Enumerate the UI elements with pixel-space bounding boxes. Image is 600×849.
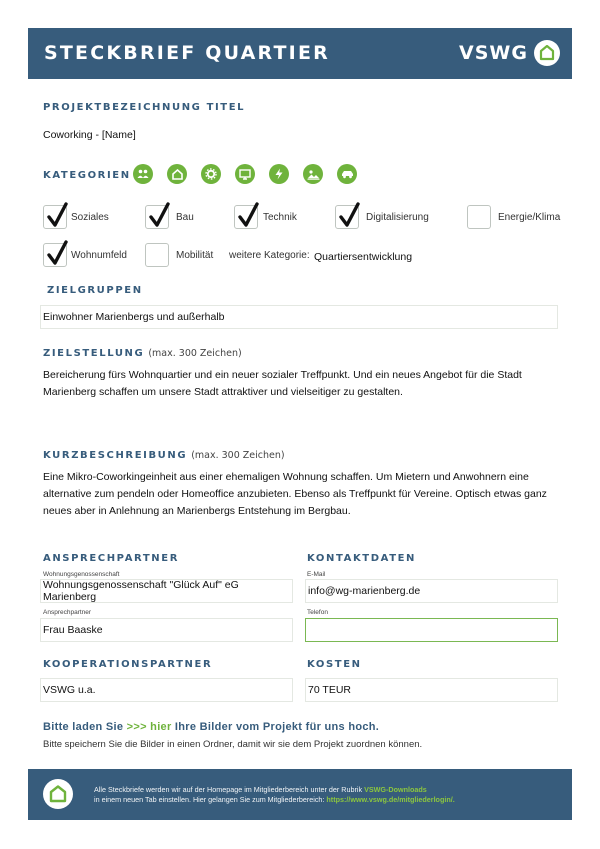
kurzbeschreibung-text[interactable]: Eine Mikro-Coworkingeinheit aus einer ehemaligen Wohnung schaffen. Um Mietern und Anwohnern eine alternative zum pendeln oder Homeoffice anzubieten. Ebenso als Treffpunkt für Vereine. Optisch etwas ganz neues aber in Anlehnung an Marienbergs Entstehung im Bergbau.: [43, 471, 547, 517]
landscape-icon: [303, 164, 323, 184]
gear-icon: [201, 164, 221, 184]
kosten-input[interactable]: [305, 678, 558, 702]
brand-name: VSWG: [459, 42, 528, 64]
checkbox-technik[interactable]: [234, 205, 258, 229]
kooperation-label: KOOPERATIONSPARTNER: [43, 659, 213, 670]
upload-link[interactable]: >>> hier: [126, 721, 172, 733]
org-field-label: Wohnungsgenossenschaft: [43, 571, 120, 578]
footer-logo-icon: [43, 779, 73, 809]
checkbox-digitalisierung[interactable]: [335, 205, 359, 229]
checkbox-label-mobilitaet: Mobilität: [176, 250, 214, 261]
phone-input[interactable]: [305, 618, 558, 642]
upload-post: Ihre Bilder vom Projekt für uns hoch.: [171, 721, 380, 733]
person-value: Frau Baaske: [43, 624, 103, 636]
footer-line2: in einem neuen Tab einstellen. Hier gelangen Sie zum Mitgliederbereich:: [94, 795, 327, 804]
weitere-kategorie-label: weitere Kategorie:: [229, 250, 310, 261]
upload-instruction: [43, 721, 379, 733]
phone-field-label: Telefon: [307, 609, 328, 616]
checkbox-label-bau: Bau: [176, 212, 194, 223]
zielstellung-label: [43, 348, 242, 359]
kosten-label: KOSTEN: [307, 659, 362, 670]
zielstellung-hint: (max. 300 Zeichen): [148, 348, 242, 359]
footer-text: [94, 785, 455, 805]
house-icon: [167, 164, 187, 184]
checkbox-label-energie-klima: Energie/Klima: [498, 212, 561, 223]
vswg-logo-icon: [534, 40, 560, 66]
checkbox-label-digitalisierung: Digitalisierung: [366, 212, 429, 223]
zielgruppen-input[interactable]: [40, 305, 558, 329]
footer-bar: [28, 769, 572, 820]
projekt-label: PROJEKTBEZEICHNUNG TITEL: [43, 102, 246, 113]
zielstellung-heading: ZIELSTELLUNG: [43, 348, 145, 359]
kurzbeschreibung-label: [43, 450, 285, 461]
projekt-title-value[interactable]: Coworking - [Name]: [43, 129, 136, 141]
upload-pre: Bitte laden Sie: [43, 721, 127, 733]
monitor-icon: [235, 164, 255, 184]
checkbox-bau[interactable]: [145, 205, 169, 229]
kurzbeschreibung-heading: KURZBESCHREIBUNG: [43, 450, 188, 461]
kurzbeschreibung-hint: (max. 300 Zeichen): [191, 450, 285, 461]
kontaktdaten-label: KONTAKTDATEN: [307, 553, 417, 564]
org-input[interactable]: [40, 579, 293, 603]
lightning-icon: [269, 164, 289, 184]
checkbox-wohnumfeld[interactable]: [43, 243, 67, 267]
zielgruppen-value: Einwohner Marienbergs und außerhalb: [43, 311, 225, 323]
kategorien-label: KATEGORIEN: [43, 170, 131, 181]
upload-note: Bitte speichern Sie die Bilder in einen Ordner, damit wir sie dem Projekt zuordnen können.: [43, 739, 423, 750]
zielgruppen-label: ZIELGRUPPEN: [47, 285, 143, 296]
org-value: Wohnungsgenossenschaft "Glück Auf" eG Marienberg: [43, 579, 239, 603]
checkbox-soziales[interactable]: [43, 205, 67, 229]
checkbox-mobilitaet[interactable]: [145, 243, 169, 267]
person-input[interactable]: [40, 618, 293, 642]
kooperation-input[interactable]: [40, 678, 293, 702]
kosten-value: 70 TEUR: [308, 684, 351, 696]
ansprechpartner-label: ANSPRECHPARTNER: [43, 553, 180, 564]
checkbox-label-technik: Technik: [263, 212, 297, 223]
footer-downloads-link[interactable]: VSWG-Downloads: [364, 785, 427, 794]
car-icon: [337, 164, 357, 184]
header-bar: [28, 28, 572, 79]
email-field-label: E-Mail: [307, 571, 326, 578]
email-input[interactable]: [305, 579, 558, 603]
footer-line1: Alle Steckbriefe werden wir auf der Homepage im Mitgliederbereich unter der Rubrik: [94, 785, 365, 794]
kooperation-value: VSWG u.a.: [43, 684, 96, 696]
checkbox-energie-klima[interactable]: [467, 205, 491, 229]
people-icon: [133, 164, 153, 184]
page-title: STECKBRIEF QUARTIER: [44, 42, 330, 64]
zielstellung-text[interactable]: Bereicherung fürs Wohnquartier und ein neuer sozialer Treffpunkt. Und ein neues Angebot für die Stadt Marienberg schaffen um unsere Stadt attraktiver und vielseitiger zu gestalten.: [43, 369, 522, 398]
checkbox-label-soziales: Soziales: [71, 212, 109, 223]
checkbox-label-wohnumfeld: Wohnumfeld: [71, 250, 127, 261]
weitere-kategorie-input[interactable]: Quartiersentwicklung: [314, 251, 413, 263]
person-field-label: Ansprechpartner: [43, 609, 92, 616]
email-value: info@wg-marienberg.de: [308, 585, 421, 597]
footer-login-link[interactable]: https://www.vswg.de/mitgliederlogin/.: [326, 795, 455, 804]
